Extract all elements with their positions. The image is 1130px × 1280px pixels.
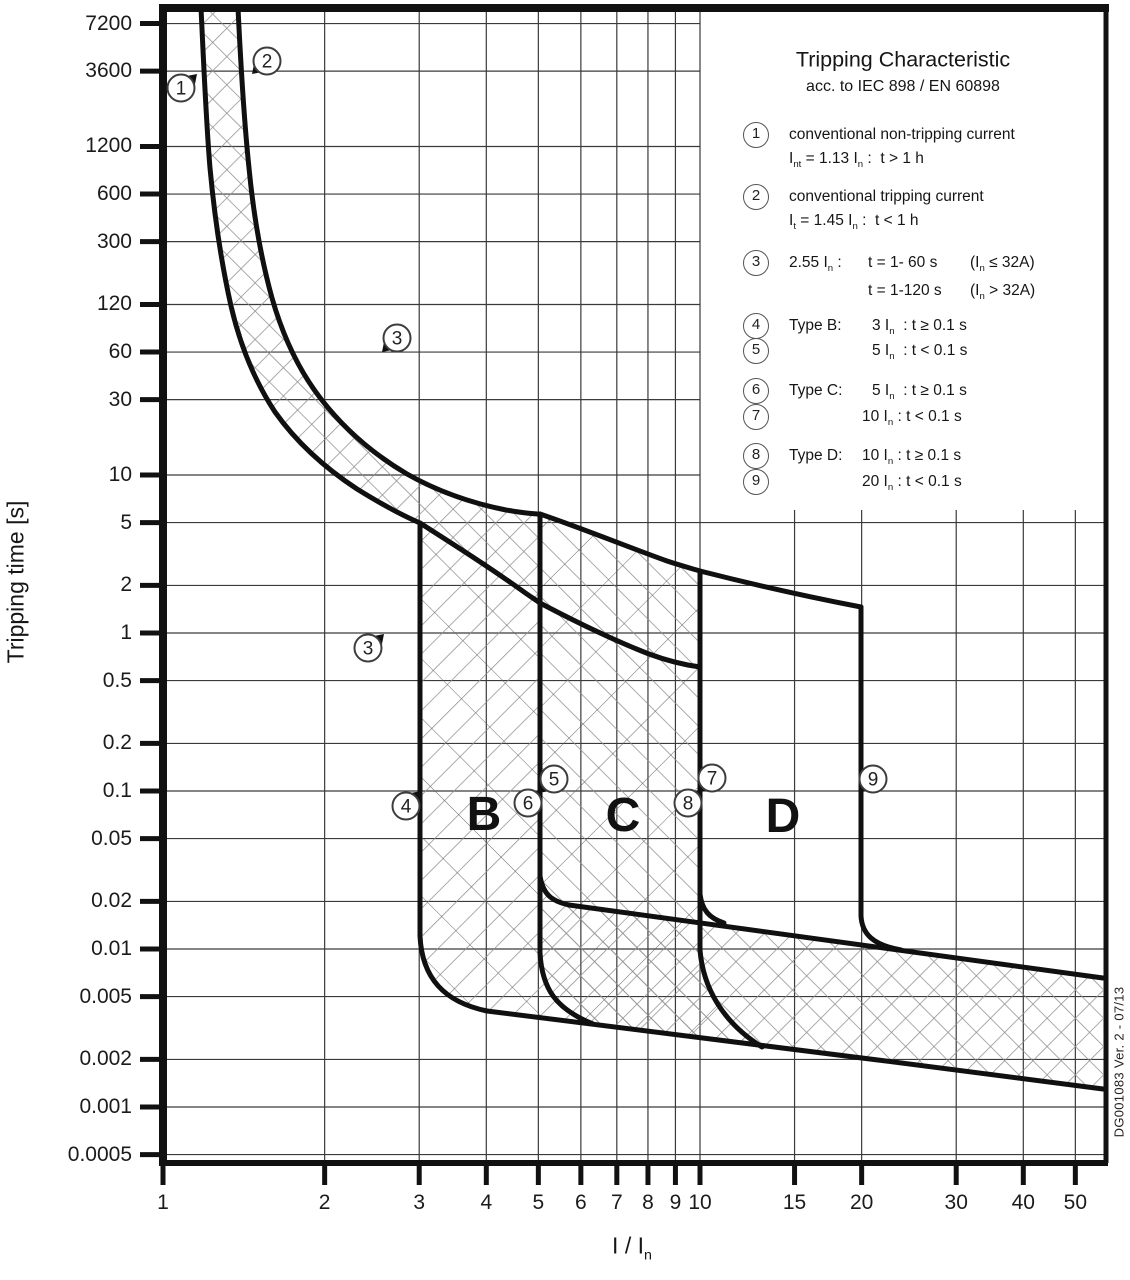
y-tick-label: 60 xyxy=(108,340,132,364)
legend-spec-5: 5 $I_n$ : t < 0.1 s xyxy=(872,342,968,363)
x-tick-label: 8 xyxy=(642,1191,654,1214)
hatched-regions xyxy=(201,8,1103,1089)
x-tick-label: 7 xyxy=(610,1191,623,1214)
y-tick-label: 1200 xyxy=(85,134,132,158)
y-tick-label: 3600 xyxy=(85,59,132,83)
region-label-D: D xyxy=(765,790,801,843)
legend-circle-6: 6 xyxy=(743,378,769,404)
legend-text-2-1: $I_t = 1.45$ $I_n$ : t < 1 h xyxy=(789,212,919,233)
legend-spec-4: 3 $I_n$ : t ≥ 0.1 s xyxy=(872,317,967,338)
y-tick-label: 0.005 xyxy=(79,984,132,1008)
x-tick-label: 15 xyxy=(782,1191,807,1214)
legend-cond-3-0: t = 1- 60 s xyxy=(868,254,938,271)
y-tick-label: 5 xyxy=(120,510,132,534)
x-tick-label: 1 xyxy=(157,1191,169,1214)
x-tick-label: 10 xyxy=(688,1191,712,1214)
legend-spec-8: 10 $I_n$ : t ≥ 0.1 s xyxy=(862,447,962,468)
y-tick-label: 0.0005 xyxy=(67,1142,132,1166)
legend-circle-8: 8 xyxy=(743,443,769,469)
legend-type-label-8: Type D: xyxy=(789,447,843,464)
y-axis-title: Tripping time [s] xyxy=(2,500,29,664)
annotation-number-7: 7 xyxy=(706,768,718,790)
legend-spec-7: 10 $I_n$ : t < 0.1 s xyxy=(862,408,962,429)
y-tick-label: 0.05 xyxy=(91,826,132,850)
x-axis-title: I / $I_n$ xyxy=(612,1232,652,1264)
annotation-number-2: 2 xyxy=(261,51,273,73)
annotation-number-6: 6 xyxy=(522,793,534,815)
y-tick-label: 0.001 xyxy=(79,1095,132,1118)
x-tick-label: 50 xyxy=(1063,1191,1088,1214)
annotation-number-3: 3 xyxy=(391,328,403,350)
legend-circle-9: 9 xyxy=(743,469,769,495)
region-label-C: C xyxy=(605,789,641,842)
x-tick-label: 9 xyxy=(669,1191,682,1214)
legend-type-label-4: Type B: xyxy=(789,317,842,334)
legend-circle-1: 1 xyxy=(743,122,769,148)
y-tick-label: 30 xyxy=(108,387,132,411)
legend-type-label-6: Type C: xyxy=(789,382,843,399)
chart-title: Tripping Characteristic xyxy=(795,47,1011,72)
thermal-band-hatch xyxy=(201,8,540,603)
legend-text-1-1: $I_{nt} = 1.13$ $I_n$ : t > 1 h xyxy=(789,150,924,171)
legend-text-3-prefix: 2.55 $I_n$ : xyxy=(789,254,842,275)
y-tick-label: 2 xyxy=(120,573,132,597)
x-tick-label: 6 xyxy=(575,1191,587,1214)
x-tick-label: 4 xyxy=(480,1191,493,1214)
chart-subtitle: acc. to IEC 898 / EN 60898 xyxy=(806,78,1000,95)
annotation-number-5: 5 xyxy=(548,769,560,791)
annotation-number-1: 1 xyxy=(175,78,187,100)
y-tick-label: 0.2 xyxy=(102,731,132,755)
document-number: DG001083 Ver. 2 - 07/13 xyxy=(1111,986,1127,1138)
annotation-number-3: 3 xyxy=(362,638,374,660)
annotation-number-8: 8 xyxy=(682,793,694,815)
legend-circle-2: 2 xyxy=(743,184,769,210)
annotation-number-9: 9 xyxy=(867,769,879,791)
x-tick-label: 3 xyxy=(413,1191,426,1214)
x-tick-label: 40 xyxy=(1011,1191,1035,1214)
legend-text-2-0: conventional tripping current xyxy=(789,188,984,205)
annotation-number-4: 4 xyxy=(400,796,412,818)
legend-note-3-0: $(I_n \le 32A)$ xyxy=(970,254,1035,275)
legend-circle-7: 7 xyxy=(743,404,769,430)
legend-spec-6: 5 $I_n$ : t ≥ 0.1 s xyxy=(872,382,967,403)
legend-spec-9: 20 $I_n$ : t < 0.1 s xyxy=(862,473,962,494)
legend-circle-5: 5 xyxy=(743,338,769,364)
y-tick-label: 120 xyxy=(96,292,132,316)
y-tick-label: 10 xyxy=(108,463,132,486)
y-tick-label: 1 xyxy=(120,621,132,644)
region-label-B: B xyxy=(466,788,502,841)
y-tick-label: 0.01 xyxy=(91,937,132,960)
y-tick-label: 0.5 xyxy=(102,668,132,692)
legend-cond-3-1: t = 1-120 s xyxy=(868,282,942,299)
x-tick-label: 20 xyxy=(849,1191,874,1214)
legend-circle-3: 3 xyxy=(743,250,769,276)
legend-text-1-0: conventional non-tripping current xyxy=(789,126,1015,143)
y-tick-label: 7200 xyxy=(85,11,132,35)
y-tick-label: 0.1 xyxy=(102,779,132,802)
y-tick-label: 300 xyxy=(96,229,132,253)
y-tick-label: 0.002 xyxy=(79,1047,132,1071)
legend-circle-4: 4 xyxy=(743,313,769,339)
thermal-upper-curve xyxy=(238,8,861,607)
legend-note-3-1: $(I_n > 32A)$ xyxy=(970,282,1036,303)
x-tick-label: 2 xyxy=(318,1191,331,1214)
x-tick-label: 5 xyxy=(532,1191,545,1214)
y-tick-label: 0.02 xyxy=(91,889,132,913)
y-tick-label: 600 xyxy=(96,182,132,206)
x-tick-label: 30 xyxy=(944,1191,968,1214)
type-C-10In-curl xyxy=(700,894,724,923)
